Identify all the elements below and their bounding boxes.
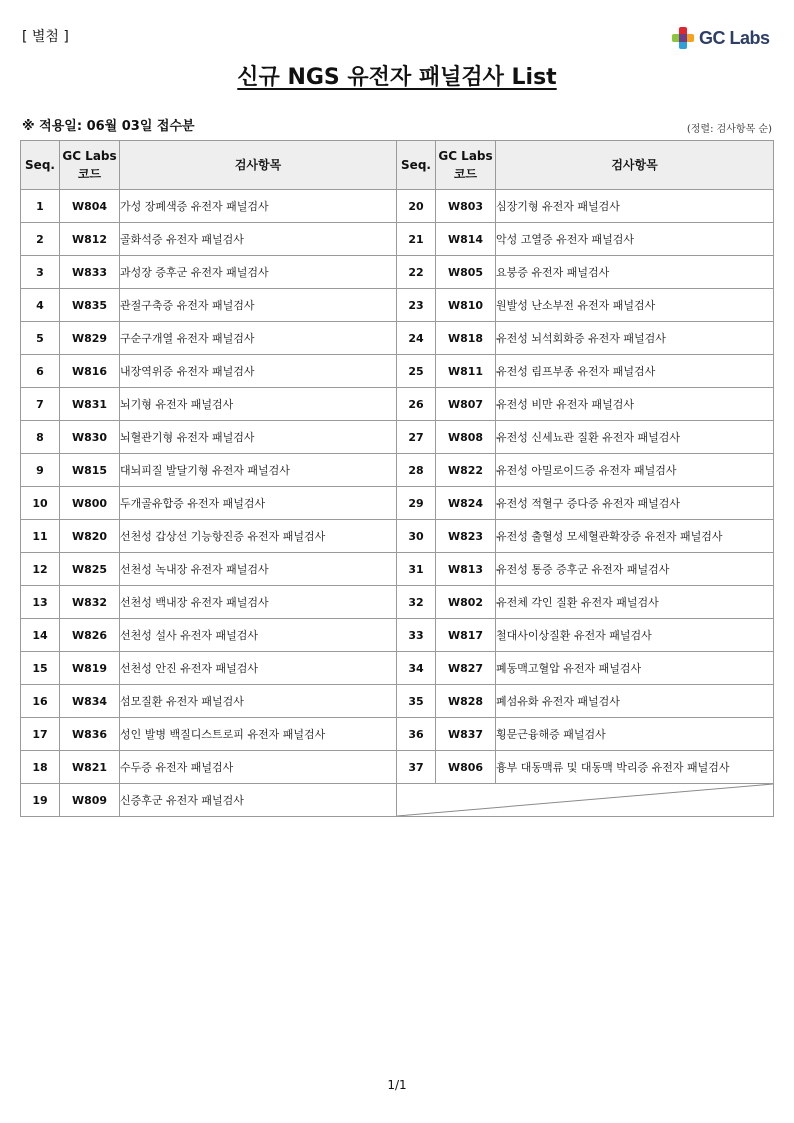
row-seq: 33 [397,619,436,652]
table-row [21,355,774,388]
row-code: W807 [436,388,496,421]
row-code: W824 [436,487,496,520]
row-item: 골화석증 유전자 패널검사 [120,223,397,256]
row-item: 철대사이상질환 유전자 패널검사 [496,619,774,652]
row-seq: 2 [21,223,60,256]
row-item: 원발성 난소부전 유전자 패널검사 [496,289,774,322]
row-code: W800 [60,487,120,520]
row-seq: 8 [21,421,60,454]
table-row [21,388,774,421]
row-item: 선천성 갑상선 기능항진증 유전자 패널검사 [120,520,397,553]
row-item: 유전성 출혈성 모세혈관확장증 유전자 패널검사 [496,520,774,553]
row-item: 뇌혈관기형 유전자 패널검사 [120,421,397,454]
row-seq: 5 [21,322,60,355]
row-seq: 30 [397,520,436,553]
header-item-right: 검사항목 [496,141,774,190]
row-seq: 23 [397,289,436,322]
row-item: 유전성 뇌석회화증 유전자 패널검사 [496,322,774,355]
page-title-text: 신규 NGS 유전자 패널검사 List [237,65,557,90]
row-item: 선천성 백내장 유전자 패널검사 [120,586,397,619]
row-code: W810 [436,289,496,322]
row-seq: 20 [397,190,436,223]
row-code: W813 [436,553,496,586]
page-number: 1/1 [387,1078,407,1092]
row-seq: 27 [397,421,436,454]
row-code: W823 [436,520,496,553]
row-item: 가성 장폐색증 유전자 패널검사 [120,190,397,223]
row-seq: 35 [397,685,436,718]
row-item: 뇌기형 유전자 패널검사 [120,388,397,421]
table-row [21,718,774,751]
row-code: W830 [60,421,120,454]
row-code: W804 [60,190,120,223]
row-item: 유전성 통증 증후군 유전자 패널검사 [496,553,774,586]
row-item: 심장기형 유전자 패널검사 [496,190,774,223]
table-row [21,619,774,652]
row-seq: 11 [21,520,60,553]
row-seq: 32 [397,586,436,619]
table-row [21,256,774,289]
row-code: W837 [436,718,496,751]
row-seq: 29 [397,487,436,520]
row-code: W814 [436,223,496,256]
row-seq: 7 [21,388,60,421]
row-item: 요붕증 유전자 패널검사 [496,256,774,289]
row-item: 구순구개열 유전자 패널검사 [120,322,397,355]
table-row [21,487,774,520]
row-code: W828 [436,685,496,718]
row-seq: 26 [397,388,436,421]
row-seq: 3 [21,256,60,289]
row-item: 성인 발병 백질디스트로피 유전자 패널검사 [120,718,397,751]
row-seq: 28 [397,454,436,487]
row-seq: 22 [397,256,436,289]
row-seq: 9 [21,454,60,487]
table-row [21,289,774,322]
row-code: W821 [60,751,120,784]
header-code [60,141,120,190]
row-code: W827 [436,652,496,685]
row-seq: 21 [397,223,436,256]
header-code-line2: 코드 [77,167,102,181]
table-row [21,553,774,586]
row-code: W818 [436,322,496,355]
table-row [21,454,774,487]
row-seq: 13 [21,586,60,619]
diagonal-line [397,784,773,816]
table-row [21,784,774,817]
row-code: W802 [436,586,496,619]
row-item: 악성 고열증 유전자 패널검사 [496,223,774,256]
table-row [21,652,774,685]
table-row [21,322,774,355]
row-code: W822 [436,454,496,487]
row-item: 과성장 증후군 유전자 패널검사 [120,256,397,289]
table-row [21,190,774,223]
row-seq: 15 [21,652,60,685]
row-code: W809 [60,784,120,817]
row-item: 신증후군 유전자 패널검사 [120,784,397,817]
row-code: W811 [436,355,496,388]
header-code-line2-right: 코드 [453,167,478,181]
row-seq: 10 [21,487,60,520]
cross-logo-icon [671,26,695,50]
row-seq: 37 [397,751,436,784]
row-seq: 25 [397,355,436,388]
row-item: 유전성 비만 유전자 패널검사 [496,388,774,421]
gclabs-logo [671,26,771,50]
row-item: 횡문근융해증 패널검사 [496,718,774,751]
header-code-right [436,141,496,190]
row-item: 두개골유합증 유전자 패널검사 [120,487,397,520]
row-item: 섬모질환 유전자 패널검사 [120,685,397,718]
row-seq: 1 [21,190,60,223]
row-item: 폐동맥고혈압 유전자 패널검사 [496,652,774,685]
empty-cell-diagonal [397,784,774,817]
row-code: W816 [60,355,120,388]
row-item: 선천성 설사 유전자 패널검사 [120,619,397,652]
row-item: 유전체 각인 질환 유전자 패널검사 [496,586,774,619]
row-item: 유전성 아밀로이드증 유전자 패널검사 [496,454,774,487]
table-row [21,586,774,619]
table-row [21,223,774,256]
row-code: W826 [60,619,120,652]
row-item: 선천성 안진 유전자 패널검사 [120,652,397,685]
row-seq: 17 [21,718,60,751]
row-seq: 18 [21,751,60,784]
row-code: W817 [436,619,496,652]
row-code: W836 [60,718,120,751]
row-item: 수두증 유전자 패널검사 [120,751,397,784]
row-seq: 19 [21,784,60,817]
row-code: W831 [60,388,120,421]
row-item: 유전성 적혈구 증다증 유전자 패널검사 [496,487,774,520]
row-item: 관절구축증 유전자 패널검사 [120,289,397,322]
table-row [21,421,774,454]
row-seq: 34 [397,652,436,685]
panel-list-table [20,140,774,817]
header-seq-right: Seq. [397,141,436,190]
row-code: W829 [60,322,120,355]
row-seq: 6 [21,355,60,388]
table-row [21,751,774,784]
row-seq: 36 [397,718,436,751]
row-code: W819 [60,652,120,685]
row-code: W832 [60,586,120,619]
row-code: W835 [60,289,120,322]
page-title [0,60,794,91]
header-item: 검사항목 [120,141,397,190]
header-seq: Seq. [21,141,60,190]
row-code: W834 [60,685,120,718]
row-item: 흉부 대동맥류 및 대동맥 박리증 유전자 패널검사 [496,751,774,784]
logo-text: GC Labs [699,28,770,48]
row-code: W808 [436,421,496,454]
row-item: 선천성 녹내장 유전자 패널검사 [120,553,397,586]
row-seq: 14 [21,619,60,652]
row-seq: 31 [397,553,436,586]
applied-date: ※ 적용일: 06월 03일 접수분 [22,119,195,134]
header-code-line1: GC Labs [62,149,117,163]
row-item: 유전성 림프부종 유전자 패널검사 [496,355,774,388]
row-code: W820 [60,520,120,553]
table-header-row [21,141,774,190]
header-code-line1-right: GC Labs [438,149,493,163]
row-code: W812 [60,223,120,256]
row-code: W833 [60,256,120,289]
sort-note: (정렬: 검사항목 순) [686,124,772,135]
row-item: 내장역위증 유전자 패널검사 [120,355,397,388]
row-code: W805 [436,256,496,289]
table-row [21,520,774,553]
row-seq: 16 [21,685,60,718]
row-code: W806 [436,751,496,784]
row-code: W825 [60,553,120,586]
row-seq: 4 [21,289,60,322]
attachment-label: [ 별첨 ] [22,29,69,45]
row-item: 유전성 신세뇨관 질환 유전자 패널검사 [496,421,774,454]
row-seq: 12 [21,553,60,586]
row-item: 폐섬유화 유전자 패널검사 [496,685,774,718]
row-code: W803 [436,190,496,223]
row-code: W815 [60,454,120,487]
row-seq: 24 [397,322,436,355]
row-item: 대뇌피질 발달기형 유전자 패널검사 [120,454,397,487]
table-row [21,685,774,718]
